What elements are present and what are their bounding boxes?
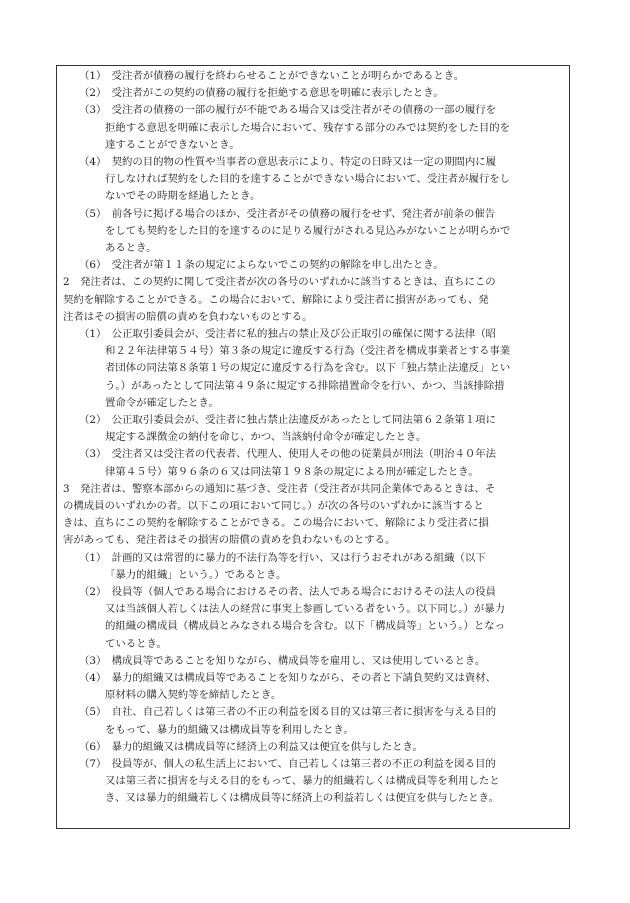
clause-line: （1） 計画的又は常習的に暴力的不法行為等を行い、又は行うおそれがある組織（以下 xyxy=(79,551,486,564)
clause-line: （5） 前各号に掲げる場合のほか、受注者がその債務の履行をせず、発注者が前条の催告 xyxy=(79,207,496,220)
clause-line: をしても契約をした目的を達するのに足りる履行がされる見込みがないことが明らかで xyxy=(105,224,511,237)
clause-line: （1） 受注者が債務の履行を終わらせることができないことが明らかであるとき。 xyxy=(79,70,465,82)
clause-line: 3 発注者は、警察本部からの通知に基づき、受注者（受注者が共同企業体であるときは、そ xyxy=(63,482,496,495)
clause-line: 又は第三者に損害を与える目的をもって、暴力的組織若しくは構成員等を利用したと xyxy=(105,775,500,788)
document-frame xyxy=(56,65,570,829)
clause-line: 置命令が確定したとき。 xyxy=(105,396,219,409)
clause-line: （3） 受注者又は受注者の代表者、代理人、使用人その他の従業員が刑法（明治４０年法 xyxy=(79,448,497,461)
clause-line: の構成員のいずれかの者。以下この項において同じ。）が次の各号のいずれかに該当すると xyxy=(63,500,484,512)
clause-line: 「暴力的組織」という。）であるとき。 xyxy=(105,568,287,581)
clause-line: （5） 自社、自己若しくは第三者の不正の利益を図る目的又は第三者に損害を与える目的 xyxy=(79,706,497,719)
clause-line: （7） 役員等が、個人の私生活上において、自己若しくは第三者の不正の利益を図る目的 xyxy=(79,758,496,770)
clause-line: 注者はその損害の賠償の責めを負わないものとする。 xyxy=(63,310,313,323)
clause-line: （3） 受注者の債務の一部の履行が不能である場合又は受注者がその債務の一部の履行を xyxy=(79,104,497,117)
clause-line: 的組織の構成員（構成員とみなされる場合を含む。以下「構成員等」という。）となっ xyxy=(105,620,506,633)
clause-line: ているとき。 xyxy=(105,637,167,650)
clause-line: ないでその時期を経過したとき。 xyxy=(105,190,261,203)
clause-line: （4） 暴力的組織又は構成員等であることを知りながら、その者と下請負契約又は資材、 xyxy=(79,672,497,684)
clause-line: （2） 受注者がこの契約の債務の履行を拒絶する意思を明確に表示したとき。 xyxy=(79,87,444,100)
clause-line: （3） 構成員等であることを知りながら、構成員等を雇用し、又は使用しているとき。 xyxy=(79,654,486,667)
clause-line: （4） 契約の目的物の性質や当事者の意思表示により、特定の日時又は一定の期間内に履 xyxy=(79,156,497,168)
clause-line: 2 発注者は、この契約に関して受注者が次の各号のいずれかに該当するときは、直ちにこの xyxy=(63,276,496,289)
clause-line: 和２２年法律第５４号）第３条の規定に違反する行為（受注者を構成事業者とする事業 xyxy=(105,345,511,358)
clause-line: 又は当該個人若しくは法人の経営に事実上参画している者をいう。以下同じ。）が暴力 xyxy=(105,603,506,616)
clause-line: あるとき。 xyxy=(105,242,157,254)
clause-line: きは、直ちにこの契約を解除することができる。この場合において、解除により受注者に損 xyxy=(63,517,489,530)
clause-line: （2） 役員等（個人である場合におけるその者、法人である場合におけるその法人の役員 xyxy=(79,586,497,598)
clause-line: 害があっても、発注者はその損害の賠償の責めを負わないものとする。 xyxy=(63,534,396,547)
clause-line: 原材料の購入契約等を締結したとき。 xyxy=(105,689,282,702)
clause-line: 拒絶する意思を明確に表示した場合において、残存する部分のみでは契約をした目的を xyxy=(105,121,511,134)
clause-line: 律第４５号）第９６条の６又は同法第１９８条の規定による刑が確定したとき。 xyxy=(105,465,479,478)
clause-line: 者団体の同法第８条第１号の規定に違反する行為を含む。以下「独占禁止法違反」とい xyxy=(105,362,511,375)
clause-line: （1） 公正取引委員会が、受注者に私的独占の禁止及び公正取引の確保に関する法律（昭 xyxy=(79,328,497,340)
clause-line: き、又は暴力的組織若しくは構成員等に経済上の利益若しくは便宜を供与したとき。 xyxy=(105,792,500,805)
clause-line: （2） 公正取引委員会が、受注者に独占禁止法違反があったとして同法第６２条第１項に xyxy=(79,414,496,426)
clause-line: をもって、暴力的組織又は構成員等を利用したとき。 xyxy=(105,723,354,736)
clause-line: （6） 暴力的組織又は構成員等に経済上の利益又は便宜を供与したとき。 xyxy=(79,740,423,753)
clause-line: 達することができないとき。 xyxy=(105,138,240,151)
clause-line: 行しなければ契約をした目的を達することができない場合において、受注者が履行をし xyxy=(105,173,511,186)
clause-line: 契約を解除することができる。この場合において、解除により受注者に損害があっても、発 xyxy=(63,293,489,306)
clause-line: 規定する課徴金の納付を命じ、かつ、当該納付命令が確定したとき。 xyxy=(105,431,427,444)
clause-line: （6） 受注者が第１１条の規定によらないでこの契約の解除を申し出たとき。 xyxy=(79,259,444,272)
clause-line: う。）があったとして同法第４９条に規定する排除措置命令を行い、かつ、当該排除措 xyxy=(105,379,505,392)
